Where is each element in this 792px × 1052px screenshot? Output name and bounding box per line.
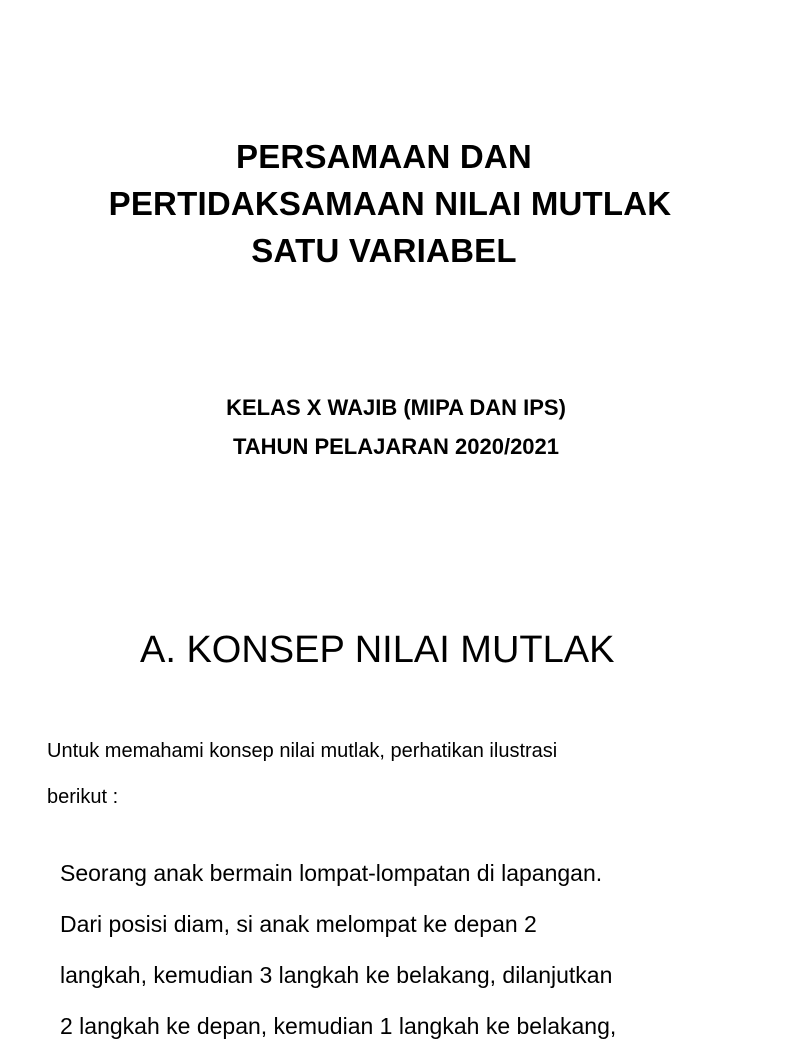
paragraph-line: Dari posisi diam, si anak melompat ke depan 2	[60, 911, 537, 937]
illustration-paragraph	[60, 848, 760, 1052]
paragraph-line: berikut :	[47, 786, 119, 808]
subtitle-line: TAHUN PELAJARAN 2020/2021	[232, 434, 560, 459]
paragraph-line: 2 langkah ke depan, kemudian 1 langkah ke belakang,	[60, 1013, 617, 1039]
title-line: PERTIDAKSAMAAN NILAI MUTLAK	[108, 185, 672, 222]
section-heading: A. KONSEP NILAI MUTLAK	[140, 629, 615, 671]
paragraph-line: langkah, kemudian 3 langkah ke belakang, dilanjutkan	[60, 962, 613, 988]
document-title	[0, 133, 768, 274]
paragraph-line: Untuk memahami konsep nilai mutlak, perhatikan ilustrasi	[47, 740, 558, 762]
intro-paragraph	[47, 728, 737, 820]
subtitle-line: KELAS X WAJIB (MIPA DAN IPS)	[226, 395, 566, 420]
title-line: SATU VARIABEL	[251, 232, 517, 269]
paragraph-line: Seorang anak bermain lompat-lompatan di lapangan.	[60, 860, 603, 886]
title-line: PERSAMAAN DAN	[236, 138, 532, 175]
document-subtitle	[0, 388, 792, 466]
